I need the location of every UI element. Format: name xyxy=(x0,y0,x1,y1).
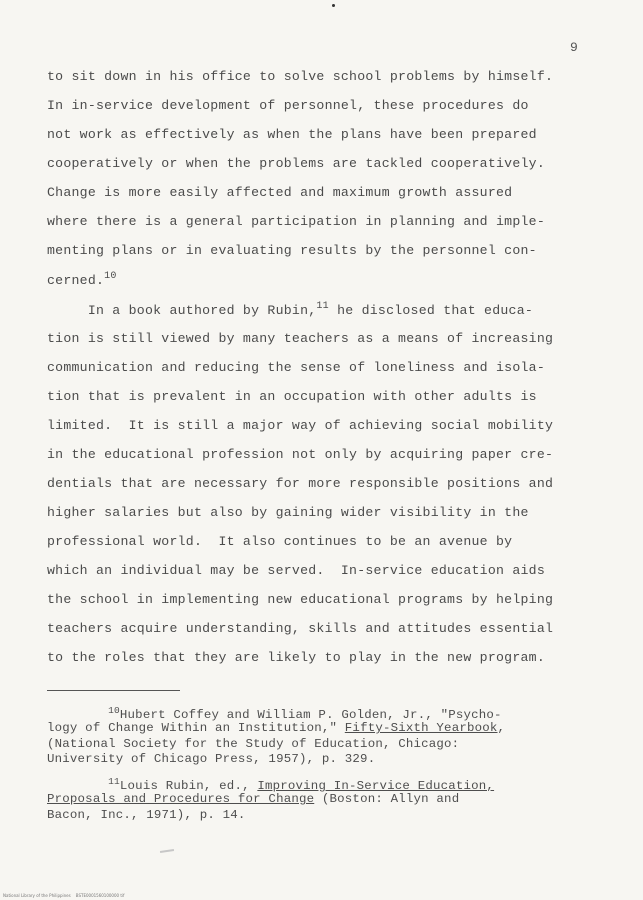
page-number: 9 xyxy=(570,40,578,55)
footnote-ref-11: 11 xyxy=(316,301,329,312)
body-line-last xyxy=(47,271,117,288)
footnote-title: Fifty-Sixth Yearbook xyxy=(344,721,498,735)
footnote-10-line-1 xyxy=(47,705,502,722)
body-line: menting plans or in evaluating results by the personnel con- xyxy=(47,243,537,258)
footnote-text: logy of Change Within an Institution," xyxy=(47,721,345,735)
body-line: tion is still viewed by many teachers as a means of increasing xyxy=(47,331,554,346)
speck xyxy=(332,4,335,7)
footnote-marker-11: 11 xyxy=(108,776,120,787)
body-line: tion that is prevalent in an occupation with other adults is xyxy=(47,389,537,404)
scan-footer: National Library of the Philippines BSTE0001560100000 tif xyxy=(3,893,125,898)
body-line: which an individual may be served. In-service education aids xyxy=(47,563,545,578)
footnote-11-line-3: Bacon, Inc., 1971), p. 14. xyxy=(47,808,246,822)
body-line: Change is more easily affected and maximum growth assured xyxy=(47,185,513,200)
footnote-11-line-1 xyxy=(47,776,494,793)
body-line: the school in implementing new educational programs by helping xyxy=(47,592,554,607)
body-line: In in-service development of personnel, these procedures do xyxy=(47,98,529,113)
body-line: communication and reducing the sense of loneliness and isola- xyxy=(47,360,545,375)
footnote-marker-10: 10 xyxy=(108,705,120,716)
body-text: he disclosed that educa- xyxy=(328,303,534,318)
body-line: dentials that are necessary for more responsible positions and xyxy=(47,476,554,491)
footnote-text: , xyxy=(497,721,506,735)
body-line: higher salaries but also by gaining wider visibility in the xyxy=(47,505,529,520)
footnote-ref-10: 10 xyxy=(104,271,117,282)
footnote-10-line-2 xyxy=(47,721,505,735)
smudge-mark xyxy=(160,849,174,853)
footnote-10-line-4: University of Chicago Press, 1957), p. 329. xyxy=(47,752,376,766)
body-line: to the roles that they are likely to play in the new program. xyxy=(47,650,545,665)
body-line: not work as effectively as when the plans have been prepared xyxy=(47,127,537,142)
body-line: in the educational profession not only by acquiring paper cre- xyxy=(47,447,554,462)
footnote-divider xyxy=(47,690,180,691)
footnote-10-line-3: (National Society for the Study of Education, Chicago: xyxy=(47,737,460,751)
footnote-title: Improving In-Service Education, xyxy=(257,779,495,793)
body-line: teachers acquire understanding, skills and attitudes essential xyxy=(47,621,554,636)
body-text: cerned. xyxy=(47,273,105,288)
body-line: cooperatively or when the problems are tackled cooperatively. xyxy=(47,156,545,171)
body-line: where there is a general participation in planning and imple- xyxy=(47,214,545,229)
footnote-11-line-2 xyxy=(47,792,459,806)
body-line: to sit down in his office to solve school problems by himself. xyxy=(47,69,554,84)
footnote-text: (Boston: Allyn and xyxy=(314,792,460,806)
footnote-text: Hubert Coffey and William P. Golden, Jr., "Psycho- xyxy=(119,708,502,722)
body-line: professional world. It also continues to be an avenue by xyxy=(47,534,513,549)
footnote-title: Proposals and Procedures for Change xyxy=(47,792,315,806)
body-text: In a book authored by Rubin, xyxy=(47,303,317,318)
body-line: limited. It is still a major way of achieving social mobility xyxy=(47,418,554,433)
paragraph-2-first-line xyxy=(47,301,533,318)
footnote-text: Louis Rubin, ed., xyxy=(119,779,258,793)
